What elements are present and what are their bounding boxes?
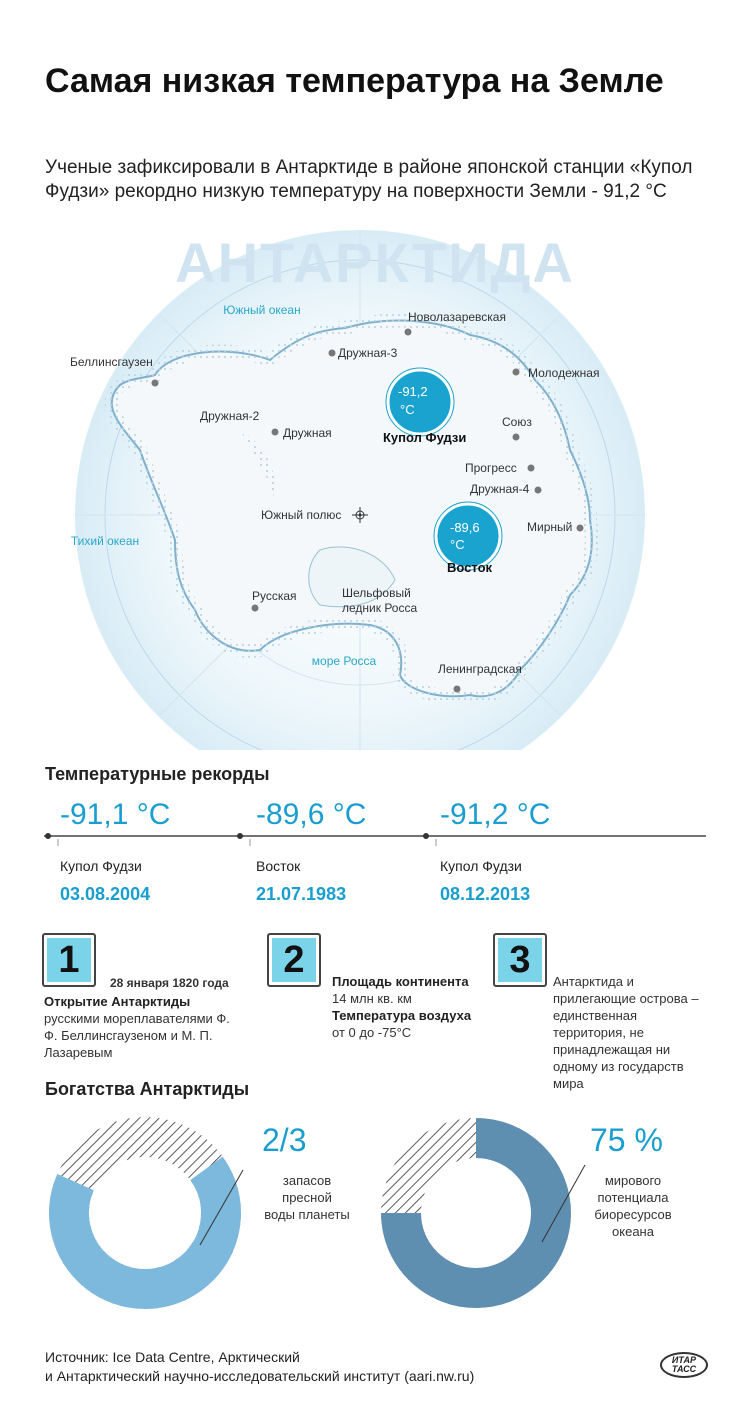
- ocean-label-ross-sea: море Росса: [311, 654, 377, 668]
- svg-text:Союз: Союз: [502, 415, 532, 429]
- record-item-3: [440, 798, 550, 905]
- svg-text:Дружная: Дружная: [283, 426, 332, 440]
- record-date: 08.12.2013: [440, 884, 531, 904]
- svg-text:Мирный: Мирный: [527, 520, 573, 534]
- wealth-heading: Богатства Антарктиды: [45, 1079, 250, 1099]
- itar-tass-logo: ИТАР ТАСС: [660, 1352, 708, 1378]
- map-watermark: АНТАРКТИДА: [175, 231, 575, 294]
- svg-text:Дружная-2: Дружная-2: [200, 409, 260, 423]
- ocean-label-pacific: Тихий океан: [70, 534, 140, 548]
- svg-text:Русская: Русская: [252, 589, 297, 603]
- antarctica-map: [0, 210, 750, 750]
- svg-text:Прогресс: Прогресс: [465, 461, 517, 475]
- svg-text:-91,2: -91,2: [398, 384, 428, 399]
- fact-number-box-1: 1: [42, 933, 96, 987]
- svg-text:Купол Фудзи: Купол Фудзи: [383, 430, 467, 445]
- fact-3-text: Антарктида и прилегающие острова – единственная территория, не принадлежащая ни одному из государств мира: [553, 974, 699, 1091]
- svg-text:Восток: Восток: [447, 560, 493, 575]
- svg-text:Дружная-3: Дружная-3: [338, 346, 398, 360]
- wealth-caption-2: мирового потенциала биоресурсов океана: [594, 1173, 672, 1239]
- fact-1-date: 28 января 1820 года: [110, 976, 229, 990]
- svg-text:°C: °C: [450, 537, 465, 552]
- source-note: Источник: Ice Data Centre, Арктический и Антарктический научно-исследовательский институт (aari.nw.ru): [45, 1349, 475, 1384]
- record-date: 03.08.2004: [60, 884, 151, 904]
- south-pole-label: Южный полюс: [261, 508, 342, 522]
- callout-line-1: [195, 1155, 255, 1255]
- fact-1-text: Открытие Антарктиды русскими мореплавателями Ф. Ф. Беллинсгаузеном и М. П. Лазаревым: [44, 994, 230, 1060]
- page-title: Самая низкая температура на Земле: [45, 62, 664, 100]
- ross-shelf-label-2: ледник Росса: [342, 601, 418, 615]
- svg-text:Ленинградская: Ленинградская: [438, 662, 522, 676]
- record-place: Купол Фудзи: [60, 858, 142, 874]
- wealth-caption-1: запасов пресной воды планеты: [264, 1173, 350, 1222]
- fact-number-box-2: 2: [267, 933, 321, 987]
- record-item-1: [60, 798, 170, 905]
- station-druzhnaya-3: [329, 346, 398, 360]
- svg-text:°C: °C: [400, 402, 415, 417]
- svg-text:Дружная-4: Дружная-4: [470, 482, 530, 496]
- svg-text:Молодежная: Молодежная: [528, 366, 600, 380]
- record-temp: -91,1 °C: [60, 798, 171, 831]
- wealth-value-2: 75 %: [590, 1122, 663, 1158]
- page-subtitle: Ученые зафиксировали в Антарктиде в районе японской станции «Купол Фудзи» рекордно низкую температуру на поверхности Земли - 91,2 °C: [45, 157, 693, 202]
- fact-number-box-3: 3: [493, 933, 547, 987]
- ocean-label-southern: Южный океан: [223, 303, 301, 317]
- svg-text:Беллинсгаузен: Беллинсгаузен: [70, 355, 153, 369]
- record-date: 21.07.1983: [256, 884, 347, 904]
- record-place: Восток: [256, 858, 301, 874]
- svg-text:Новолазаревская: Новолазаревская: [408, 310, 506, 324]
- record-place: Купол Фудзи: [440, 858, 522, 874]
- svg-text:-89,6: -89,6: [450, 520, 480, 535]
- record-temp: -89,6 °C: [256, 798, 367, 831]
- record-temp: -91,2 °C: [440, 798, 551, 831]
- fact-2-text: Площадь континента 14 млн кв. км Температура воздуха от 0 до -75°C: [332, 974, 472, 1040]
- record-item-2: [256, 798, 366, 905]
- wealth-value-1: 2/3: [262, 1122, 307, 1158]
- station-druzhnaya-2: [200, 409, 260, 423]
- ross-shelf-label-1: Шельфовый: [342, 586, 411, 600]
- records-heading: Температурные рекорды: [45, 764, 270, 784]
